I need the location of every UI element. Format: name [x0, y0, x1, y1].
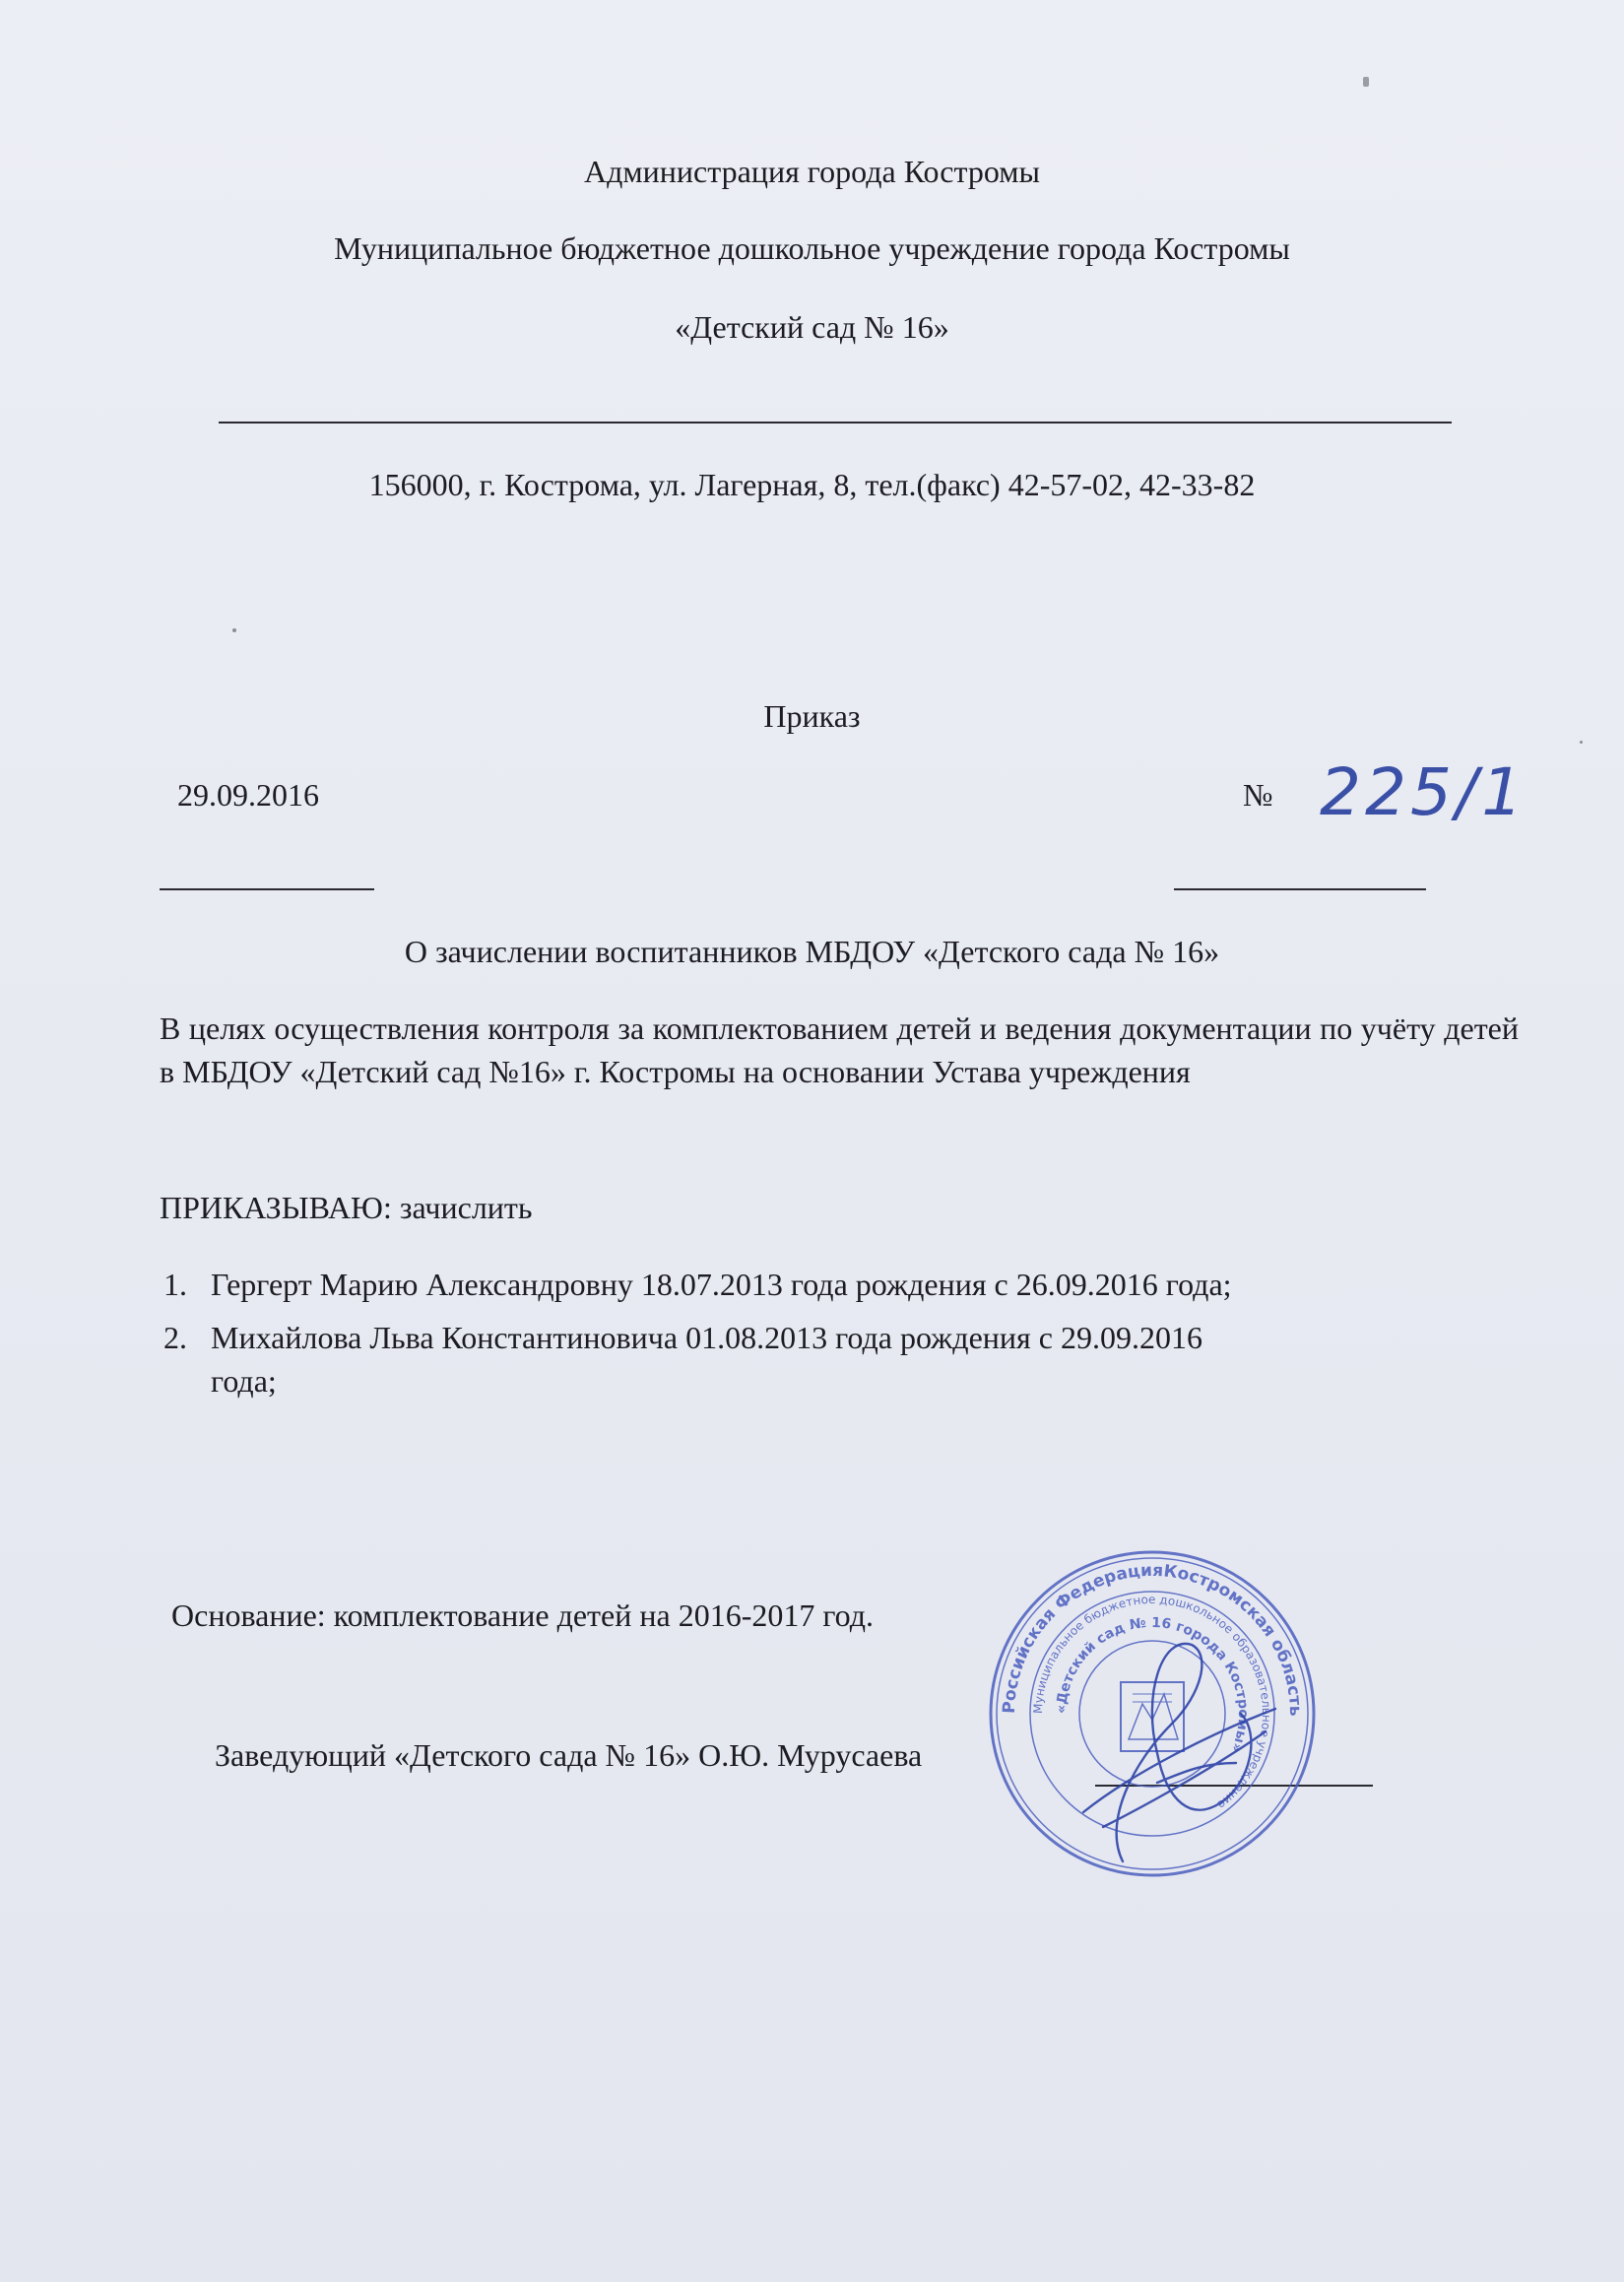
stamp-ring-text: «Детский сад № 16 города Костромы»: [1053, 1614, 1252, 1755]
order-intro: В целях осуществления контроля за комплектованием детей и ведения документации по учёту детей в МБДОУ «Детский сад №16» г. Костромы на основании Устава учреждения: [160, 1011, 1519, 1089]
order-title: Приказ: [763, 698, 861, 734]
header-divider: [219, 422, 1452, 424]
paper-speck: [1580, 741, 1583, 744]
order-date: 29.09.2016: [177, 777, 319, 813]
date-underline: [160, 888, 374, 890]
list-item-text: года;: [211, 1363, 277, 1399]
paper-speck: [232, 628, 236, 632]
paper-speck: [1363, 77, 1369, 87]
header-address: 156000, г. Кострома, ул. Лагерная, 8, тел.(факс) 42-57-02, 42-33-82: [368, 467, 1256, 502]
header-kindergarten: «Детский сад № 16»: [675, 309, 949, 345]
order-command: ПРИКАЗЫВАЮ: зачислить: [160, 1190, 533, 1225]
order-subject: О зачислении воспитанников МБДОУ «Детского сада № 16»: [404, 934, 1220, 969]
order-basis: Основание: комплектование детей на 2016-2017 год.: [171, 1597, 875, 1633]
stamp-outer-text: Российская ФедерацияКостромская область: [999, 1560, 1306, 1717]
signature-icon: [1064, 1615, 1290, 1871]
order-number-handwritten: 225/1: [1320, 754, 1527, 830]
list-item-number: 1.: [163, 1267, 187, 1302]
number-underline: [1174, 888, 1426, 890]
header-administration: Администрация города Костромы: [584, 154, 1040, 189]
header-institution: Муниципальное бюджетное дошкольное учреждение города Костромы: [334, 230, 1290, 266]
list-item-text: Гергерт Марию Александровну 18.07.2013 года рождения с 26.09.2016 года;: [211, 1267, 1232, 1302]
list-item-number: 2.: [163, 1320, 187, 1355]
order-number-label: №: [1243, 777, 1273, 813]
stamp-inner-text: Муниципальное бюджетное дошкольное образовательное учреждение: [1030, 1592, 1274, 1812]
list-item-text: Михайлова Льва Константиновича 01.08.2013 года рождения с 29.09.2016: [211, 1320, 1202, 1355]
signature-line: Заведующий «Детского сада № 16» О.Ю. Мурусаева: [215, 1737, 923, 1773]
